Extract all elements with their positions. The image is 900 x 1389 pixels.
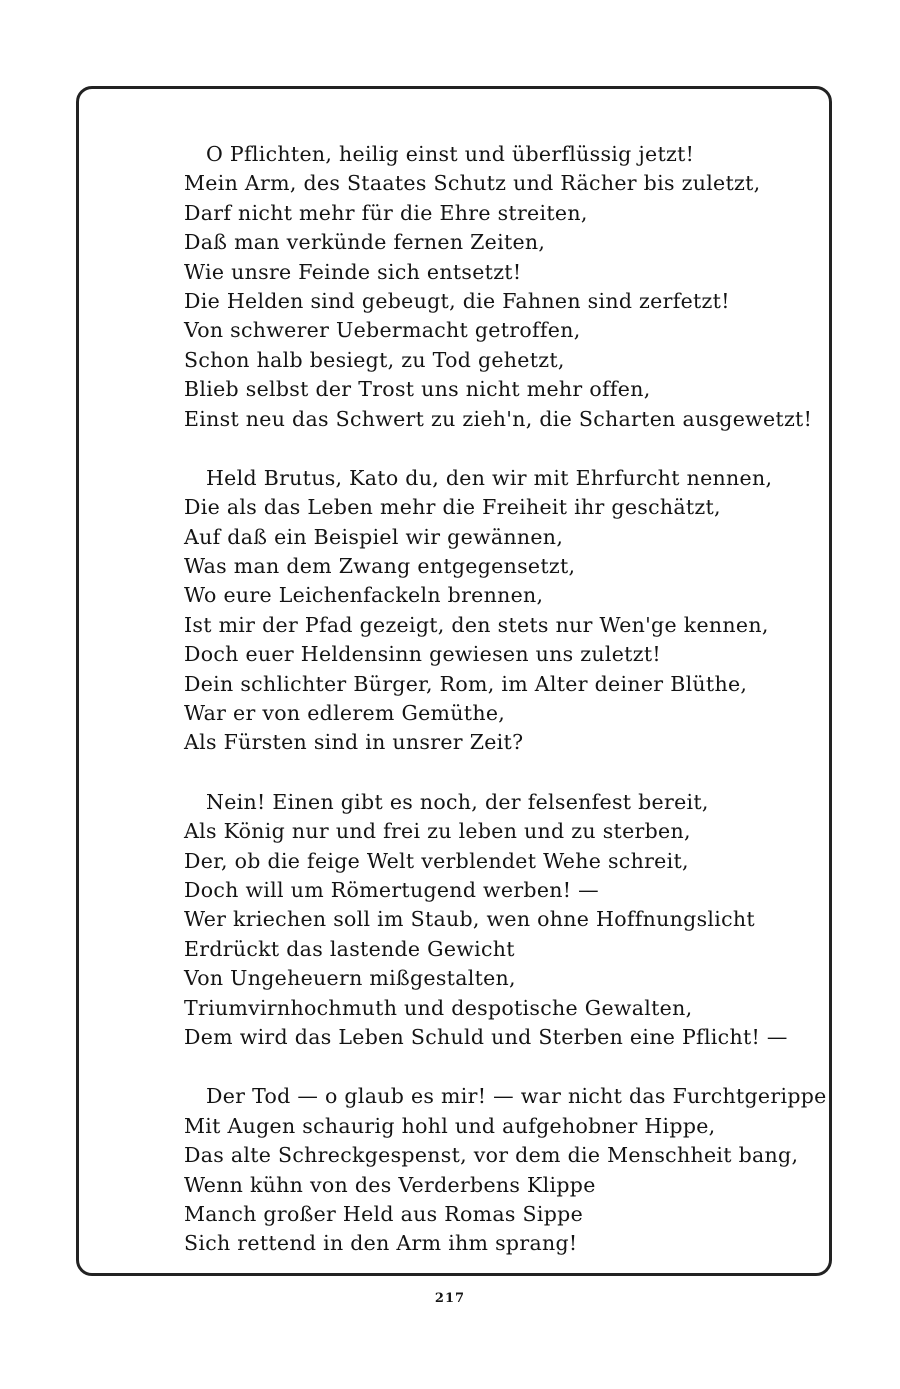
poem-line: Als König nur und frei zu leben und zu sterben, bbox=[184, 819, 691, 844]
poem-line: Der, ob die feige Welt verblendet Wehe schreit, bbox=[184, 848, 689, 873]
poem-line: Einst neu das Schwert zu zieh'n, die Scharten ausgewetzt! bbox=[184, 406, 813, 431]
stanza-2 bbox=[184, 464, 804, 758]
poem-line: Manch großer Held aus Romas Sippe bbox=[184, 1201, 584, 1226]
poem-line: Darf nicht mehr für die Ehre streiten, bbox=[184, 200, 588, 225]
poem-line: Was man dem Zwang entgegensetzt, bbox=[184, 554, 576, 579]
poem-line: Von Ungeheuern mißgestalten, bbox=[184, 966, 516, 991]
stanza-3 bbox=[184, 788, 804, 1053]
stanza-4 bbox=[184, 1082, 827, 1258]
poem-line: Mit Augen schaurig hohl und aufgehobner Hippe, bbox=[184, 1113, 716, 1138]
poem-line: Das alte Schreckgespenst, vor dem die Menschheit bang, bbox=[184, 1143, 799, 1168]
poem-line: Als Fürsten sind in unsrer Zeit? bbox=[184, 730, 524, 755]
poem-line: O Pflichten, heilig einst und überflüssig jetzt! bbox=[206, 142, 695, 166]
poem-line: Nein! Einen gibt es noch, der felsenfest bereit, bbox=[206, 789, 709, 814]
poem-line: Auf daß ein Beispiel wir gewännen, bbox=[184, 524, 564, 549]
poem-line: Von schwerer Uebermacht getroffen, bbox=[184, 318, 581, 343]
poem-text bbox=[184, 140, 827, 1289]
poem-line: Doch will um Römertugend werben! — bbox=[184, 877, 599, 902]
poem-line: Schon halb besiegt, zu Tod gehetzt, bbox=[184, 347, 565, 372]
poem-line: Dem wird das Leben Schuld und Sterben eine Pflicht! — bbox=[184, 1024, 788, 1049]
poem-line: Ist mir der Pfad gezeigt, den stets nur Wen'ge kennen, bbox=[184, 612, 769, 637]
page-number: 217 bbox=[434, 1291, 466, 1306]
poem-line: Dein schlichter Bürger, Rom, im Alter deiner Blüthe, bbox=[184, 671, 748, 696]
poem-line: Doch euer Heldensinn gewiesen uns zuletzt! bbox=[184, 642, 661, 667]
poem-line: War er von edlerem Gemüthe, bbox=[184, 701, 506, 726]
poem-line: Die Helden sind gebeugt, die Fahnen sind zerfetzt! bbox=[184, 288, 730, 313]
poem-line: Der Tod — o glaub es mir! — war nicht das Furchtgerippe bbox=[206, 1084, 827, 1109]
poem-line: Wer kriechen soll im Staub, wen ohne Hoffnungslicht bbox=[184, 907, 755, 932]
poem-line: Wo eure Leichenfackeln brennen, bbox=[184, 583, 544, 608]
stanza-1 bbox=[184, 140, 813, 434]
poem-line: Blieb selbst der Trost uns nicht mehr offen, bbox=[184, 377, 651, 402]
poem-line: Mein Arm, des Staates Schutz und Rächer bis zuletzt, bbox=[184, 171, 761, 196]
poem-line: Sich rettend in den Arm ihm sprang! bbox=[184, 1231, 578, 1256]
poem-line: Held Brutus, Kato du, den wir mit Ehrfurcht nennen, bbox=[206, 465, 773, 490]
poem-line: Triumvirnhochmuth und despotische Gewalten, bbox=[184, 995, 693, 1020]
poem-line: Erdrückt das lastende Gewicht bbox=[184, 936, 515, 961]
poem-line: Wie unsre Feinde sich entsetzt! bbox=[184, 259, 522, 284]
poem-line: Wenn kühn von des Verderbens Klippe bbox=[184, 1172, 596, 1197]
poem-line: Die als das Leben mehr die Freiheit ihr geschätzt, bbox=[184, 495, 721, 520]
poem-line: Daß man verkünde fernen Zeiten, bbox=[184, 230, 546, 255]
